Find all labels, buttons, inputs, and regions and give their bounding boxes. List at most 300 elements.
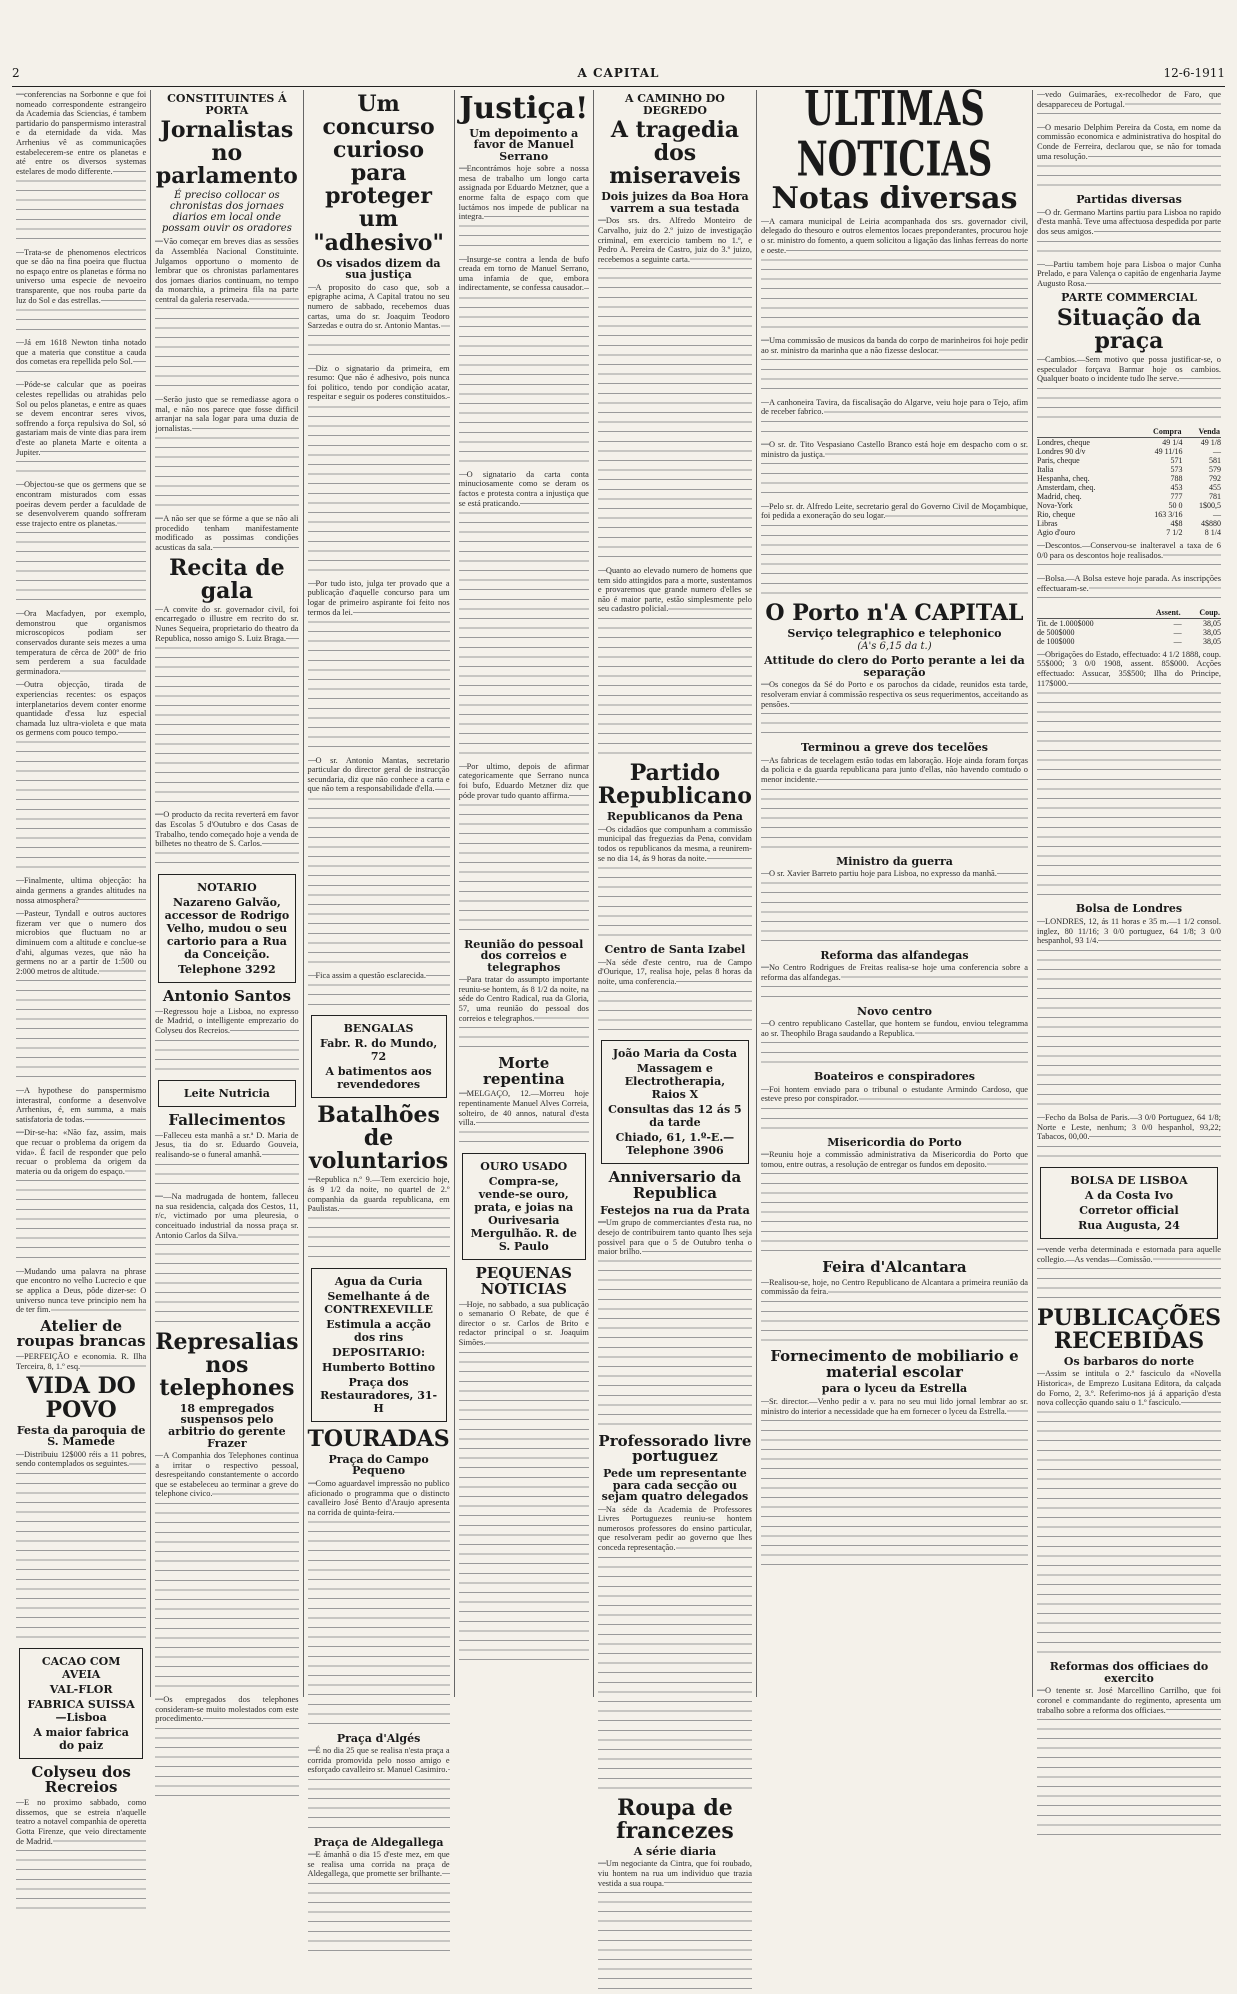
article-paragraph: [16, 680, 146, 872]
headline: Partidas diversas: [1076, 192, 1182, 206]
table-cell: 7 1/2: [1166, 528, 1183, 538]
table-row: [1037, 628, 1221, 637]
paragraph-text: LONDRES, 12, ás 11 horas e 35 m.—1 1/2 consol. inglez, 80 11/16; 3 0/0 portuguez, 64 1/8; 3 0/0 hespanhol, 93 1/4.: [1037, 916, 1221, 946]
column-1: [12, 90, 151, 1846]
headline: 18 empregados suspensos pelo arbitrio do gerente Frazer: [168, 1401, 286, 1450]
paragraph-text: Republica n.º 9.—Tem exercicio hoje, ás 9 1/2 da noite, no quartel de 2.º companhia da guarda republicana, em Paulistas.: [307, 1175, 450, 1214]
paragraph-text: Objectou-se que os germens que se encontram misturados com essas poeiras devem perder a faculdade de se desenvolverem quando soffreram esse trajecto entre os planetas.: [16, 480, 147, 528]
article-paragraph: [761, 398, 1028, 436]
table-row: [1037, 528, 1221, 537]
article-paragraph: [1037, 1369, 1221, 1657]
table-cell: Londres, cheque: [1037, 438, 1090, 448]
paragraph-text: O sr. Antonio Mantas, secretario particular do director geral de instrucção secundaria, diz que não conhece a carta e que não tem a responsabilidade d'ella.: [307, 755, 450, 794]
paragraph-text: Bolsa.—A Bolsa esteve hoje parada. As inscripções effectuaram-se.: [1037, 574, 1221, 593]
ad-line: Semelhante á de CONTREXEVILLE: [324, 1289, 433, 1316]
ad-line: VAL-FLOR: [49, 1682, 113, 1696]
article-paragraph: [761, 1278, 1028, 1345]
table-cell: 455: [1209, 483, 1221, 493]
headline: Terminou a greve dos tecelões: [801, 740, 988, 754]
paragraph-text: PERFEIÇÃO e economia. R. Ilha Terceira, 8, 1.º esq.: [16, 1352, 147, 1371]
ad-line: Rua Augusta, 24: [1078, 1218, 1180, 1232]
headline: Antonio Santos: [162, 986, 291, 1005]
paragraph-text: Sr. director.—Venho pedir a v. para no seu mui lido jornal lembrar ao sr. ministro do interior a necessidade que ha em fornecer o lyceu da Estrella.: [760, 1397, 1028, 1416]
paragraph-text: conferencias na Sorbonne e que foi nomeado correspondente estrangeiro da Academia das Sciencias, é tambem partidario do panspermismo interastral e da eternidade da vida. Mas Arrhenius vê as communicações estabelecerem-se entre os planetas e até entre os diversos systemas estelares de modo differente.: [16, 90, 147, 176]
table-cell: 4$880: [1201, 519, 1221, 529]
article-paragraph: [16, 380, 146, 476]
paragraph-text: Regressou hoje a Lisboa, no expresso de Madrid, o intelligente emprezario do Colyseu dos Recreios.: [155, 1006, 299, 1035]
paragraph-text: O producto da recita reverterá em favor das Escolas 5 d'Outubro e dos Casas de Trabalho, tendo começado hoje a venda de bilhetes no theatro de S. Carlos.: [155, 810, 299, 849]
column-6: [757, 81, 1033, 1697]
headline: Um depoimento a favor de Manuel Serrano: [469, 126, 579, 163]
article-paragraph: [16, 1267, 146, 1315]
article-paragraph: [155, 1451, 298, 1691]
table-cell: Tit. de 1.000$000: [1037, 618, 1094, 628]
kicker: (A's 6,15 da t.): [857, 641, 932, 653]
table-cell: —: [1213, 447, 1221, 457]
headline: Pede um representante para cada secção ou sejam quatro delegados: [601, 1467, 749, 1504]
paragraph-text: Ora Macfadyen, por exemplo, demonstrou que organismos microscopicos podiam ser conservados durante seis mezes a uma temperatura de cêrca de 200º de frio sem perderem a sua faculdade germinadora.: [16, 609, 147, 676]
paragraph-text: —Na madrugada de hontem, falleceu na sua residencia, calçada dos Cestos, 11, r/c, victimado por uma pleuresia, o conceituado industrial da nossa praça sr. Antonio Carlos da Silva.: [155, 1192, 299, 1240]
article-paragraph: [598, 566, 752, 758]
table-cell: Madrid, cheq.: [1037, 492, 1082, 502]
paragraph-text: E ámanhã o dia 15 d'este mez, em que se realisa uma corrida na praça de Aldegallega, que promette ser brilhante.: [307, 1850, 450, 1879]
paragraph-text: Reuniu hoje a commissão administrativa da Misericordia do Porto que tomou, entre outras, a resolução de entregar os fundos em deposito.: [760, 1150, 1028, 1170]
column-header: Compra: [1133, 426, 1183, 438]
column-header: Venda: [1183, 426, 1222, 438]
advertisement-box: [311, 1015, 447, 1098]
column-header: Assent.: [1135, 607, 1181, 619]
article-paragraph: [761, 1085, 1028, 1133]
headline: para o lyceu da Estrella: [821, 1382, 968, 1396]
headline: Praça do Campo Pequeno: [328, 1452, 429, 1478]
headline: Praça de Aldegallega: [313, 1835, 444, 1849]
paragraph-text: A não ser que se fórme a que se não ali procedido tenham manifestamente modificado as possimas condições acusticas da sala.: [155, 514, 299, 552]
paragraph-text: É no dia 25 que se realisa n'esta praça a corrida promovida pelo nosso amigo e esforçado cavalleiro sr. Manuel Casimiro.: [307, 1746, 450, 1775]
article-paragraph: [308, 1175, 450, 1261]
kicker: É preciso collocar os chronistas dos jornaes diarios em local onde possam ouvir os oradores: [161, 190, 292, 235]
headline: Notas diversas: [771, 181, 1018, 217]
article-paragraph: [155, 1192, 298, 1326]
headline: Boateiros e conspiradores: [813, 1070, 975, 1084]
paragraph-text: Uma commissão de musicos da banda do corpo de marinheiros foi hoje pedir ao sr. ministro da marinha que a não fizesse deslocar.: [760, 336, 1028, 355]
article-paragraph: [308, 579, 450, 752]
article-paragraph: [1037, 260, 1221, 289]
table-cell: 4$8: [1170, 519, 1183, 529]
article-paragraph: [155, 1695, 298, 1801]
ad-line: Nazareno Galvão, accessor de Rodrigo Velho, mudou o seu cartorio para a Rua da Conceição.: [164, 895, 290, 961]
paragraph-text: Como aguardavel impressão no publico aficionado o programma que o distincto cavalleiro José Bento d'Araujo apresenta na corrida de quinta-feira.: [307, 1478, 450, 1517]
article-paragraph: [16, 90, 146, 244]
paragraph-text: Hoje, no sabbado, a sua publicação o semanario O Rebate, de que é director o sr. Carlos de Brito e redactor principal o sr. Joaquim Simões.: [458, 1299, 589, 1347]
table-cell: 49 1/4: [1162, 438, 1183, 448]
ad-line: BENGALAS: [343, 1022, 414, 1036]
headline: Atelier de roupas brancas: [16, 1316, 146, 1351]
paragraph-text: Outra objecção, tirada de experiencias recentes: os espaços interplanetarios devem conter enorme quantidade d'essa luz especial chamada luz ultra-violeta e que mata os germens com pouco tempo.: [16, 680, 147, 738]
paragraph-text: Realisou-se, hoje, no Centro Republicano de Alcantara a primeira reunião da commissão da feira.: [760, 1277, 1028, 1297]
article-paragraph: [155, 1007, 298, 1074]
headline: Situação da praça: [1056, 304, 1202, 354]
article-paragraph: [1037, 355, 1221, 422]
article-paragraph: [1037, 650, 1221, 900]
advertisement-box: [462, 1153, 586, 1260]
paragraph-text: Dir-se-ha: «Não faz, assim, mais que recuar o problema da origem da vida». É facil de responder que pelo recuar o problema da origem da materia ou da origem do espaço.: [16, 1128, 147, 1176]
ad-line: João Maria da Costa: [612, 1047, 738, 1061]
ad-line: DEPOSITARIO:: [332, 1345, 426, 1359]
paragraph-text: As fabricas de tecelagem estão todas em laboração. Hoje ainda foram forças da policia e da guarda republicana para junto d'ellas, não havendo comtudo o menor incidente.: [760, 755, 1028, 784]
paragraph-text: Falleceu esta manhã a sr.ª D. Maria de Jesus, tia do sr. Eduardo Gouveia, realisando-se o funeral amanhã.: [155, 1130, 299, 1159]
article-paragraph: [155, 514, 298, 552]
paragraph-text: Encontrámos hoje sobre a nossa mesa de trabalho um longo carta assignada por Eduardo Metzner, que a enorme falta de espaço com que luctámos nos impede de publicar na integra.: [458, 164, 589, 222]
article-paragraph: [1037, 123, 1221, 190]
headline: Fornecimento de mobiliario e material escolar: [770, 1346, 1019, 1381]
article-paragraph: [155, 810, 298, 868]
table-cell: 38,05: [1203, 618, 1221, 628]
paragraph-text: Para tratar do assumpto importante reuniu-se hontem, ás 8 1/2 da noite, na séde do Centro Radical, rua da Gloria, 57, uma reunião do pessoal dos correios e telegraphos.: [458, 975, 589, 1023]
ad-line: Leite Nutricia: [183, 1086, 270, 1100]
headline: CONSTITUINTES Á PORTA: [167, 92, 287, 117]
headline: TOURADAS: [307, 1425, 450, 1452]
table-cell: —: [1173, 627, 1182, 637]
headline: Bolsa de Londres: [1075, 902, 1183, 916]
article-paragraph: [1037, 917, 1221, 1109]
article-paragraph: [308, 1850, 450, 1956]
paragraph-text: vedo Guimarães, ex-recolhedor de Faro, que desappareceu de Portugal.: [1037, 90, 1221, 109]
ad-line: Praça dos Restauradores, 31-H: [320, 1375, 438, 1415]
article-paragraph: [308, 971, 450, 1009]
advertisement-box: [19, 1648, 143, 1759]
article-paragraph: [16, 909, 146, 1082]
table-cell: 49 1/8: [1200, 438, 1221, 448]
table-cell: 8 1/4: [1204, 528, 1221, 538]
headline: Fallecimentos: [168, 1110, 286, 1129]
article-paragraph: [16, 1352, 146, 1371]
article-paragraph: [1037, 574, 1221, 603]
quotes-table: [1037, 426, 1221, 537]
article-paragraph: [16, 1128, 146, 1262]
article-paragraph: [16, 1450, 146, 1642]
ad-line: Corretor official: [1079, 1203, 1179, 1217]
article-paragraph: [761, 1397, 1028, 1570]
headline: Attitude do clero do Porto perante a lei da separação: [764, 654, 1025, 679]
article-paragraph: [761, 1150, 1028, 1256]
article-paragraph: [16, 338, 146, 376]
article-paragraph: [761, 963, 1028, 1001]
page-header: [12, 64, 1225, 87]
advertisement-box: [311, 1268, 447, 1422]
article-paragraph: [459, 1300, 589, 1665]
table-row: [1037, 637, 1221, 646]
headline: Reunião do pessoal dos correios e telegraphos: [464, 937, 584, 974]
table-row: [1037, 474, 1221, 483]
headline: Praça d'Algés: [336, 1731, 421, 1745]
table-cell: 581: [1209, 456, 1221, 466]
headline: Reforma das alfandegas: [820, 948, 969, 962]
table-cell: 163 3/16: [1154, 510, 1183, 520]
table-row: [1037, 438, 1221, 448]
table-cell: Amsterdam, cheq.: [1037, 483, 1096, 493]
paragraph-text: Quanto ao elevado numero de homens que tem sido attingidos para a morte, sustentamos e provaremos que grande numero d'elles se não é maior parte, estão simplesmente pelo seu cadastro policial.: [597, 566, 752, 614]
article-paragraph: [1037, 90, 1221, 119]
ad-line: BOLSA DE LISBOA: [1070, 1173, 1188, 1187]
ad-line: CACAO COM AVEIA: [41, 1654, 121, 1681]
article-paragraph: [308, 1479, 450, 1729]
article-paragraph: [16, 480, 146, 605]
table-cell: 49 11/16: [1154, 447, 1183, 457]
headline: A série diaria: [633, 1844, 717, 1858]
ad-line: FABRICA SUISSA—Lisboa: [27, 1697, 135, 1724]
table-cell: 571: [1170, 456, 1183, 466]
paragraph-text: A proposito do caso que, sob a epigraphe acima, A Capital tratou no seu numero de sabbado, recebemos duas cartas, uma do sr. Joaquim Teodoro Sarzedas e outra do sr. Antonio Mantas.: [307, 282, 450, 331]
ad-line: Chiado, 61, 1.º-E.—Telephone 3906: [615, 1131, 735, 1158]
headline: Republicanos da Pena: [607, 810, 743, 824]
headline: Professorado livre portuguez: [598, 1431, 752, 1466]
table-cell: 781: [1209, 492, 1221, 502]
table-cell: de 100$000: [1037, 636, 1075, 646]
paragraph-text: Cambios.—Sem motivo que possa justificar-se, o especulador forçava Barmar hoje os cambios. Qualquer boato o incidente tudo lhe serve.: [1037, 355, 1221, 384]
page-number: 2: [12, 66, 20, 80]
paragraph-text: O dr. Germano Martins partiu para Lisboa no rapido d'esta manhã. Teve uma affectuosa despedida por parte dos seus amigos.: [1037, 207, 1221, 236]
headline: PARTE COMMERCIAL: [1061, 291, 1197, 305]
paragraph-text: Por tudo isto, julga ter provado que a publicação d'aquelle concurso para um logar de primeiro aspirante foi feito nos termos da lei.: [307, 578, 450, 617]
table-row: [1037, 510, 1221, 519]
paragraph-text: O tenente sr. José Marcellino Carrilho, que foi coronel e commandante do regimento, apresenta um trabalho sobre a reforma dos officiaes.: [1037, 1686, 1221, 1715]
table-cell: de 500$000: [1037, 627, 1075, 637]
paragraph-text: Vão começar em breves dias as sessões da Assembléa Nacional Constituinte. Julgamos opportuno o momento de lembrar que os chronistas parlamentares dos jornaes diarios continuam, no tempo da monarchia, a primeira fila na parte central da galeria reservada.: [155, 237, 299, 304]
table-row: [1037, 447, 1221, 456]
table-header: [1037, 426, 1221, 438]
article-paragraph: [308, 283, 450, 360]
table-header: [1037, 607, 1221, 619]
paragraph-text: A camara municipal de Leiria acompanhada dos srs. governador civil, delegado do thesouro e outros elementos locaes preponderantes, procurou hoje o sr. ministro do fomento, a quem solicitou a ligação das linhas ferreas do norte e oeste.: [760, 216, 1028, 255]
advertisement-box: [158, 874, 295, 983]
paragraph-text: No Centro Rodrigues de Freitas realisa-se hoje uma conferencia sobre a reforma das alfandegas.: [760, 963, 1028, 982]
headline: A CAMINHO DO DEGREDO: [624, 92, 725, 117]
table-cell: Hespanha, cheq.: [1037, 474, 1090, 484]
headline: O Porto n'A CAPITAL: [765, 599, 1024, 626]
article-paragraph: [1037, 1113, 1221, 1161]
ad-line: Compra-se, vende-se ouro, prata, e joias na Ourivesaria Mergulhão. R. de S. Paulo: [470, 1175, 577, 1254]
paragraph-text: Os cidadãos que compunham a commissão municipal das freguezias da Pena, convidam todos os republicanos da mesma, a reunirem-se no dia 14, ás 9 horas da noite.: [597, 824, 752, 863]
paragraph-text: Fecho da Bolsa de Paris.—3 0/0 Portuguez, 64 1/8; Norte e Leste, nenhum; 3 0/0 hespanhol, 93,22; Tabacos, 00,00.: [1037, 1112, 1221, 1142]
headline: Dois juizes da Boa Hora varrem a sua testada: [601, 190, 749, 215]
paragraph-text: MELGAÇO, 12.—Morreu hoje repentinamente Manuel Alves Correia, solteiro, de 40 annos, natural d'esta villa.: [458, 1089, 589, 1128]
headline: Os visados dizem da sua justiça: [316, 256, 441, 282]
headline: Centro de Santa Izabel: [604, 942, 746, 956]
article-paragraph: [761, 336, 1028, 394]
table-row: [1037, 456, 1221, 465]
paragraph-text: Finalmente, ultima objecção: ha ainda germens a grandes altitudes na nossa atmosphera?: [16, 876, 147, 905]
page-columns: [12, 81, 1225, 1888]
headline: Os barbaros do norte: [1063, 1354, 1195, 1368]
column-header: Coup.: [1182, 607, 1221, 619]
table-row: [1037, 618, 1221, 628]
table-cell: Libras: [1037, 519, 1058, 529]
paragraph-text: O signatario da carta conta minuciosamente como se deram os factos e protesta contra a injustiça que se está praticando.: [458, 469, 589, 508]
table-cell: 788: [1170, 474, 1183, 484]
table-cell: 453: [1170, 483, 1183, 493]
headline: Festa da paroquia de S. Mamede: [16, 1423, 146, 1449]
table-cell: —: [1173, 618, 1182, 628]
advertisement-box: [1040, 1167, 1218, 1239]
table-cell: 579: [1209, 465, 1221, 475]
article-paragraph: [598, 958, 752, 1035]
headline: Feira d'Alcantara: [822, 1258, 967, 1277]
article-paragraph: [761, 869, 1028, 946]
column-header: [1037, 426, 1133, 438]
table-cell: Italia: [1037, 465, 1054, 475]
paragraph-text: Pasteur, Tyndall e outros auctores fizeram ver que o numero dos microbios que fluctuam no ar diminuem com a altitude e conclue-se d'ahi, algumas vezes, que não ha germens no ar a partir de 1:500 ou 2:000 metros de altitude.: [16, 909, 147, 976]
table-cell: 38,05: [1203, 627, 1221, 637]
ad-line: OURO USADO: [480, 1160, 568, 1174]
paragraph-text: Foi hontem enviado para o tribunal o estudante Armindo Cardoso, que esteve preso por conspirador.: [760, 1084, 1028, 1104]
paragraph-text: Um negociante da Cintra, que foi roubado, viu hontem na rua um individuo que trazia vestida a sua roupa.: [597, 1859, 752, 1888]
table-row: [1037, 465, 1221, 474]
paragraph-text: —Partiu tambem hoje para Lisboa o major Cunha Prelado, e para Valença o capitão de engenharia Jayme Augusto Rosa.: [1037, 259, 1221, 288]
column-5: [594, 90, 757, 1888]
table-cell: Nova-York: [1037, 501, 1073, 511]
article-paragraph: [761, 1019, 1028, 1067]
headline: ULTIMAS NOTICIAS: [796, 81, 993, 188]
article-paragraph: [598, 1505, 752, 1793]
article-paragraph: [761, 756, 1028, 852]
ad-line: A batimentos aos revendedores: [325, 1065, 432, 1092]
paragraph-text: Na séde d'este centro, rua de Campo d'Ourique, 17, realisa hoje, pelas 8 horas da noite, uma conferencia.: [597, 957, 752, 986]
column-2: [151, 90, 303, 1724]
headline: Serviço telegraphico e telephonico: [787, 626, 1002, 640]
table-row: [1037, 501, 1221, 510]
headline: Roupa de francezes: [616, 1794, 734, 1844]
ad-line: Telephone 3292: [178, 962, 276, 976]
paragraph-text: Trata-se de phenomenos electricos que se dão na fina poeira que fluctua no espaço entre os planetas e fórma no universo uma especie de nevoeiro transparente, que nos rouba parte da luz do Sol e das estrellas.: [16, 247, 147, 305]
article-paragraph: [1037, 1686, 1221, 1840]
headline: PEQUENAS NOTICIAS: [475, 1264, 572, 1298]
masthead: A CAPITAL: [577, 66, 660, 80]
paragraph-text: O mesario Delphim Pereira da Costa, em nome da commissão economica e administrativa do hospital do Conde de Ferreira, declarou que, se não for tomada uma resolução.: [1037, 122, 1221, 161]
column-3: [304, 90, 455, 1879]
ad-line: Humberto Bottino: [322, 1360, 436, 1374]
table-cell: 777: [1170, 492, 1183, 502]
article-paragraph: [598, 216, 752, 562]
article-paragraph: [16, 876, 146, 905]
article-paragraph: [761, 217, 1028, 332]
headline: Jornalistas no parlamento: [155, 117, 298, 190]
ad-line: A da Costa Ivo: [1084, 1188, 1174, 1202]
advertisement-box: [158, 1080, 295, 1107]
article-paragraph: [761, 680, 1028, 738]
paragraph-text: Distribuiu 12$000 réis a 11 pobres, sendo contemplados os seguintes.: [16, 1449, 147, 1469]
article-paragraph: [16, 248, 146, 334]
table-row: [1037, 492, 1221, 501]
column-header: [1037, 607, 1135, 619]
headline: Reformas dos officiaes do exercito: [1049, 1660, 1209, 1685]
article-paragraph: [155, 395, 298, 510]
article-paragraph: [598, 825, 752, 940]
table-cell: 1$00,5: [1199, 501, 1221, 511]
paragraph-text: Obrigações do Estado, effectuado: 4 1/2 1888, coup. 55$000; 3 0/0 1908, assent. 85$000. Acções effectuado: Assucar, 35$500; Ilha do Principe, 117$000.: [1037, 649, 1221, 688]
article-paragraph: [1037, 1245, 1221, 1303]
headline: Morte repentina: [482, 1053, 565, 1088]
headline: Batalhões de voluntarios: [308, 1102, 449, 1175]
paragraph-text: A convite do sr. governador civil, foi encarregado o illustre em recrito do sr. Nunes Sequeira, proprietario do theatro da Republica, nosso amigo S. Luiz Braga.: [155, 604, 299, 643]
paragraph-text: vende verba determinada e estornada para aquelle collegio.—As vendas—Comissão.: [1037, 1244, 1221, 1264]
paragraph-text: Os conegos da Sé do Porto e os parochos da cidade, reunidos esta tarde, resolveram enviar á commissão respectiva os seus requerimentos, acceitando as pensões.: [760, 680, 1028, 709]
headline: Justiça!: [459, 91, 589, 126]
headline: Partido Republicano: [597, 760, 752, 810]
article-paragraph: [459, 470, 589, 758]
table-cell: Agio d'ouro: [1037, 528, 1076, 538]
article-paragraph: [598, 1218, 752, 1429]
article-paragraph: [308, 1746, 450, 1832]
table-cell: —: [1213, 510, 1221, 520]
article-paragraph: [155, 237, 298, 391]
article-paragraph: [1037, 541, 1221, 570]
article-paragraph: [16, 609, 146, 676]
headline: A tragedia dos miseraveis: [609, 117, 741, 190]
paragraph-text: O sr. dr. Tito Vespasiano Castello Branco está hoje em despacho com o sr. ministro da justiça.: [760, 440, 1028, 459]
table-cell: 38,05: [1203, 636, 1221, 646]
headline: Anniversario da Republica: [608, 1168, 742, 1203]
article-paragraph: [16, 1086, 146, 1124]
ad-line: Fabr. R. do Mundo, 72: [319, 1037, 438, 1064]
article-paragraph: [16, 1798, 146, 1913]
table-row: [1037, 483, 1221, 492]
paragraph-text: Assim se intitula o 2.º fasciculo da «Novella Historica», de Emprezo Lusitana Editora, da calçada do Forno, 2, 3.º. Referimo-nos já á apparição d'esta nova collecção quando saiu o 1.º fasciculo.: [1037, 1369, 1221, 1408]
headline: Festejos na rua da Prata: [600, 1203, 750, 1217]
paragraph-text: A hypothese do panspermismo interastral, conforme a desenvolve Arrhenius, é, em summa, a mais satisfatoria de todas.: [16, 1085, 147, 1124]
article-paragraph: [598, 1859, 752, 1993]
quotes-table: [1037, 607, 1221, 646]
paragraph-text: E no proximo sabbado, como dissemos, que se estreia n'aquelle teatro a notavel companhia de operetta Gotta Firenze, que veio directamente de Madrid.: [16, 1798, 147, 1846]
headline: Novo centro: [857, 1004, 932, 1018]
table-cell: Rio, cheque: [1037, 510, 1076, 520]
ad-line: Agua da Curia: [334, 1274, 423, 1288]
advertisement-box: [601, 1040, 749, 1164]
paragraph-text: O centro republicano Castellar, que hontem se fundou, enviou telegramma ao sr. Theophilo Braga saudando a Republica.: [760, 1019, 1028, 1038]
paragraph-text: Um grupo de commerciantes d'esta rua, no desejo de contribuirem tanto quanto lhes seja possivel para que o 5 de Outubro tenha o maior brilho.: [597, 1218, 752, 1257]
paragraph-text: A Companhia dos Telephones continua a irritar o respectivo pessoal, desrespeitando constantemente o accordo que se estabeleceu ao terminar a greve do telephone civico.: [155, 1451, 299, 1499]
headline: VIDA DO POVO: [26, 1373, 136, 1423]
column-4: [455, 90, 594, 1697]
table-row: [1037, 519, 1221, 528]
paragraph-text: Mudando uma palavra na phrase que encontro no velho Lucrecio e que se applica a Deus, pôde dizer-se: O universo nunca teve principio nem ha de ter fim.: [16, 1266, 147, 1315]
headline: PUBLICAÇÕES RECEBIDAS: [1037, 1304, 1221, 1354]
article-paragraph: [308, 364, 450, 575]
article-paragraph: [1037, 208, 1221, 256]
headline: Ministro da guerra: [836, 854, 953, 868]
paragraph-text: Os empregados dos telephones consideram-se muito molestados com este procedimento.: [155, 1695, 299, 1724]
paragraph-text: A canhoneira Tavira, da fiscalisação do Algarve, veiu hoje para o Tejo, afim de receber fabrico.: [760, 397, 1028, 417]
paragraph-text: Póde-se calcular que as poeiras celestes repellidas ou atrahidas pelo Sol ou pelos planetas, e entre as quaes se devem encontrar seres vivos, soffrendo a força repulsiva do Sol, só gastariam mais de vinte dias para irem d'este ao planeta Marte e oitenta a Jupiter.: [16, 380, 147, 457]
ad-line: Massagem e Electrotherapia, Raios X: [624, 1062, 726, 1102]
article-paragraph: [459, 975, 589, 1052]
article-paragraph: [155, 1131, 298, 1189]
column-7: [1033, 90, 1225, 1715]
table-cell: 50 0: [1168, 501, 1183, 511]
paragraph-text: Diz o signatario da primeira, em resumo: Que não é adhesivo, pois nunca foi politico, tendo por condição acatar, respeitar e seguir os poderes constituidos.: [307, 363, 450, 402]
headline: Um concurso curioso para proteger um "adhesivo": [313, 91, 444, 256]
table-cell: —: [1173, 636, 1182, 646]
article-paragraph: [459, 1089, 589, 1147]
paragraph-text: Fica assim a questão esclarecida.: [315, 970, 426, 980]
article-paragraph: [459, 255, 589, 466]
article-paragraph: [459, 762, 589, 935]
ad-line: NOTARIO: [197, 880, 257, 894]
paragraph-text: Na séde da Academia de Professores Livres Portuguezes reuniu-se hontem numerosos professores do ensino particular, que resolveram pedir ao governo que lhes conceda representação.: [597, 1504, 752, 1553]
ad-line: Consultas das 12 ás 5 da tarde: [608, 1103, 742, 1130]
article-paragraph: [308, 756, 450, 967]
headline: Colyseu dos Recreios: [31, 1762, 131, 1797]
paragraph-text: Dos srs. drs. Alfredo Monteiro de Carvalho, juiz do 2.º juizo de investigação criminal, em exercicio tambem no 1.º, e Pedro A. Pereira de Castro, juiz do 3.º juizo, recebemos a seguinte carta.: [597, 216, 752, 264]
